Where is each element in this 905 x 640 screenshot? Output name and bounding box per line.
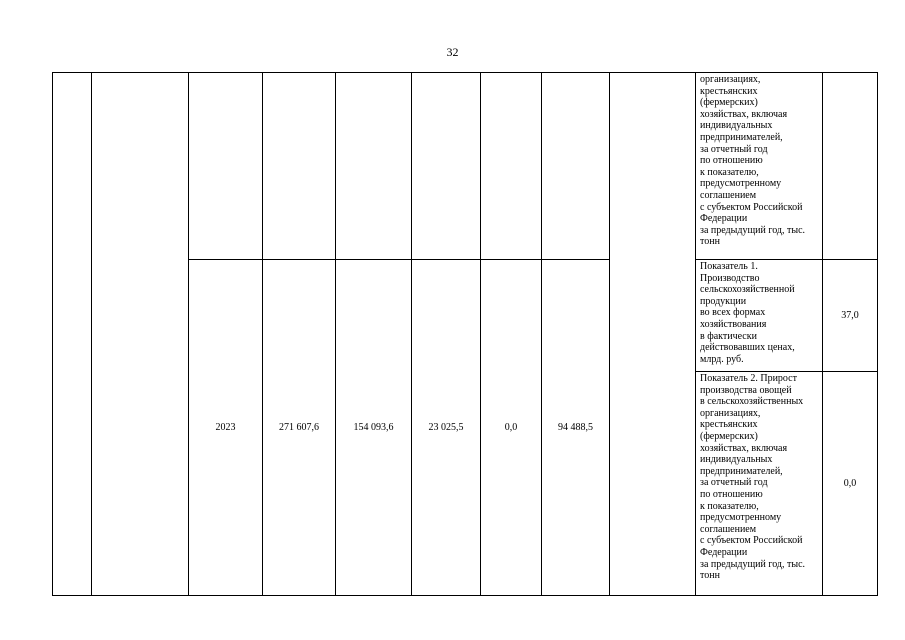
indicator-1-cell: Показатель 1. Производство сельскохозяйственной продукции во всех формах хозяйствования в фактически действовавших ценах, млрд. руб. xyxy=(696,260,823,372)
name-cell xyxy=(92,73,189,596)
budget-table xyxy=(52,72,878,596)
executor-cell xyxy=(610,73,696,596)
federal-cell: 154 093,6 xyxy=(336,260,412,596)
extrabudget-cell: 94 488,5 xyxy=(542,260,610,596)
indicator-2-cell: Показатель 2. Прирост производства овощей в сельскохозяйственных организациях, крестьянских (фермерских) хозяйствах, включая индивидуальных предпринимателей, за отчетный год по отношению к показателю, предусмотренному соглашением с субъектом Российской Федерации за предыдущий год, тыс. тонн xyxy=(696,372,823,596)
year-cell-empty xyxy=(189,73,263,260)
regional-cell-empty xyxy=(412,73,481,260)
page-number: 32 xyxy=(446,45,459,59)
indicator-1-value: 37,0 xyxy=(823,260,878,372)
year-cell: 2023 xyxy=(189,260,263,596)
total-cell-empty xyxy=(263,73,336,260)
indicator-value-cell xyxy=(823,73,878,260)
total-cell: 271 607,6 xyxy=(263,260,336,596)
local-cell: 0,0 xyxy=(481,260,542,596)
number-cell xyxy=(53,73,92,596)
federal-cell-empty xyxy=(336,73,412,260)
indicator-2-value: 0,0 xyxy=(823,372,878,596)
local-cell-empty xyxy=(481,73,542,260)
extrabudget-cell-empty xyxy=(542,73,610,260)
regional-cell: 23 025,5 xyxy=(412,260,481,596)
indicator-continued-cell: организациях, крестьянских (фермерских) хозяйствах, включая индивидуальных предпринимателей, за отчетный год по отношению к показателю, предусмотренному соглашением с субъектом Российской Федерации за предыдущий год, тыс. тонн xyxy=(696,73,823,260)
table-row-continued xyxy=(53,73,878,260)
